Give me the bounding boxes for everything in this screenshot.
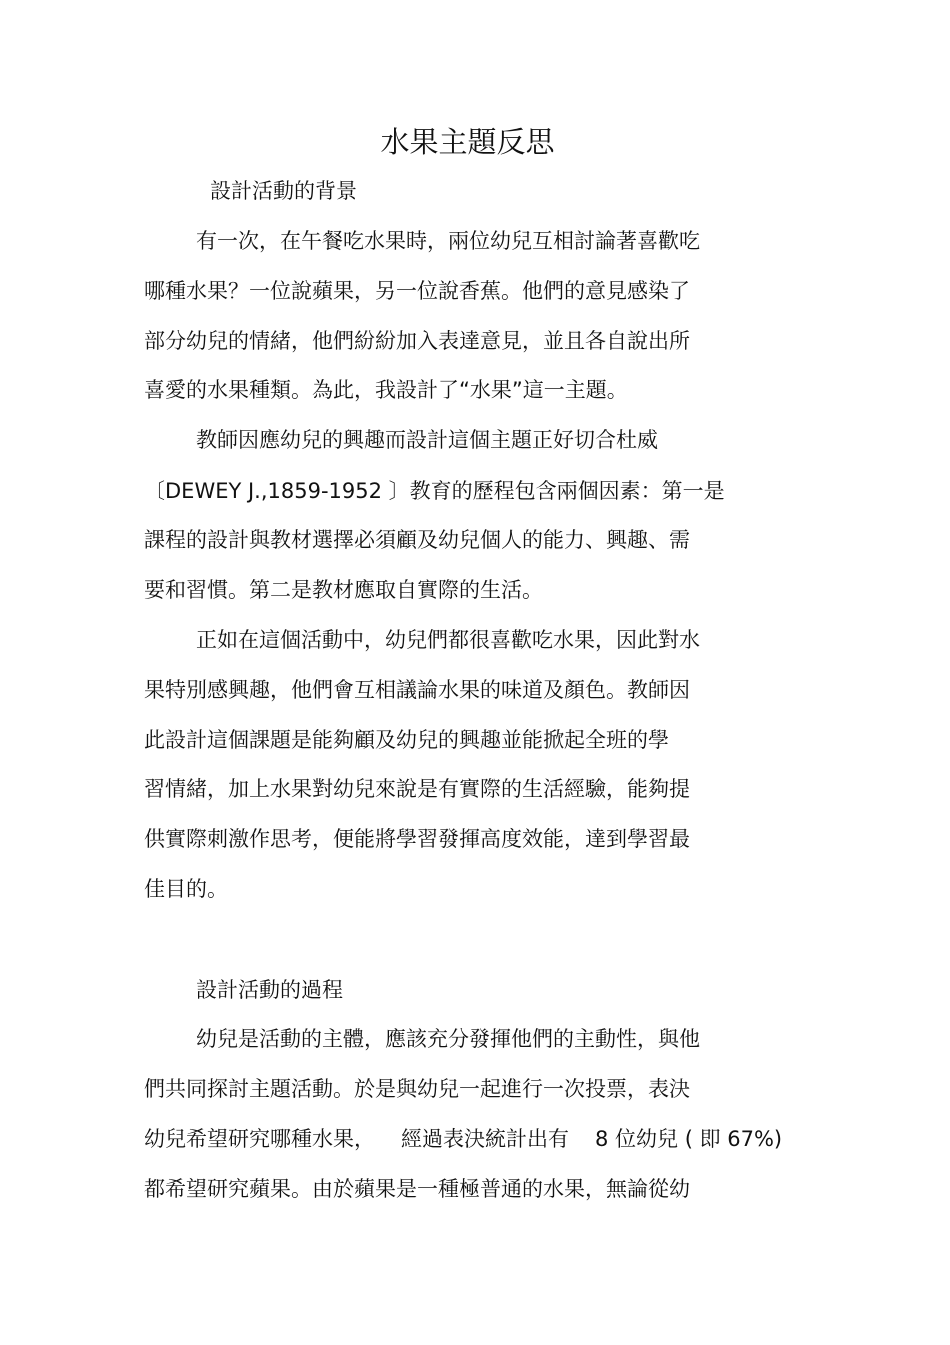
paragraph-line: 〔DEWEY J.,1859-1952 〕教育的歷程包含兩個因素：第一是 (144, 479, 725, 503)
document-title: 水果主題反思 (380, 125, 555, 159)
paragraph-line (144, 1123, 782, 1155)
paragraph-line-segment: 幼兒希望研究哪種水果， (144, 1127, 375, 1151)
paragraph-line: 供實際刺激作思考，便能將學習發揮高度效能，達到學習最 (144, 827, 690, 851)
paragraph-line-segment: 8 位幼兒 ( 即 67%) (595, 1127, 783, 1151)
paragraph-line: 要和習慣。第二是教材應取自實際的生活。 (144, 578, 543, 602)
paragraph-line: 習情緒，加上水果對幼兒來說是有實際的生活經驗，能夠提 (144, 777, 690, 801)
paragraph-line: 都希望研究蘋果。由於蘋果是一種極普通的水果，無論從幼 (144, 1177, 690, 1201)
paragraph-line: 課程的設計與教材選擇必須顧及幼兒個人的能力、興趣、需 (144, 528, 690, 552)
section-heading-background: 設計活動的背景 (210, 179, 357, 203)
paragraph-line: 佳目的。 (144, 877, 228, 901)
paragraph-line: 正如在這個活動中，幼兒們都很喜歡吃水果，因此對水 (196, 628, 700, 652)
paragraph-line: 幼兒是活動的主體，應該充分發揮他們的主動性，與他 (196, 1027, 700, 1051)
paragraph-line: 此設計這個課題是能夠顧及幼兒的興趣並能掀起全班的學 (144, 728, 669, 752)
paragraph-line: 哪種水果？一位說蘋果，另一位說香蕉。他們的意見感染了 (144, 279, 690, 303)
section-heading-process: 設計活動的過程 (196, 978, 343, 1002)
paragraph-line: 教師因應幼兒的興趣而設計這個主題正好切合杜威 (196, 428, 658, 452)
paragraph-line: 部分幼兒的情緒，他們紛紛加入表達意見，並且各自說出所 (144, 329, 690, 353)
paragraph-line-segment: 經過表決統計出有 (401, 1127, 569, 1151)
paragraph-line: 果特別感興趣，他們會互相議論水果的味道及顏色。教師因 (144, 678, 690, 702)
paragraph-line: 有一次，在午餐吃水果時，兩位幼兒互相討論著喜歡吃 (196, 229, 700, 253)
paragraph-line: 們共同探討主題活動。於是與幼兒一起進行一次投票，表決 (144, 1077, 690, 1101)
paragraph-line: 喜愛的水果種類。為此，我設計了“水果”這一主題。 (144, 378, 628, 402)
